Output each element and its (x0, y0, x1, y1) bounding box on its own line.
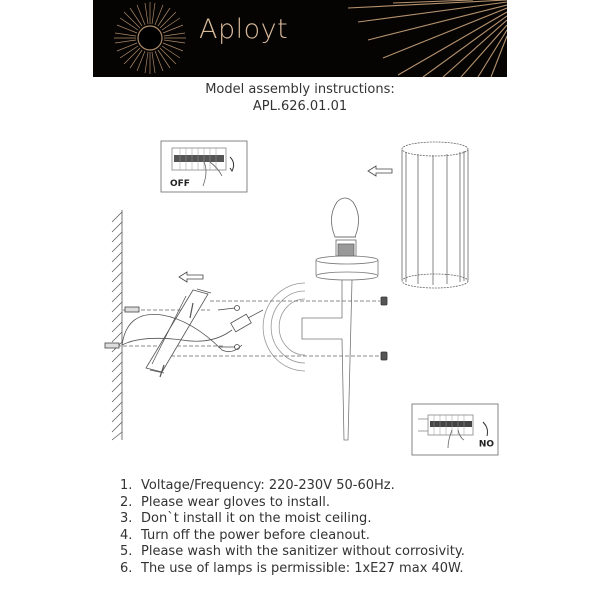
fixing-nuts (381, 297, 387, 360)
lamp-holder (316, 256, 378, 280)
shade-insert-arrow-left-icon (368, 166, 392, 176)
wall (112, 210, 122, 440)
instruction-item: 3. Don`t install it on the moist ceiling. (120, 511, 372, 526)
off-label: OFF (170, 179, 190, 189)
instructions-list (120, 478, 465, 577)
instruction-item: 2. Please wear gloves to install. (120, 494, 331, 510)
glass-shade (402, 142, 468, 288)
mounting-bracket (146, 289, 211, 377)
arm (302, 280, 352, 440)
title-line-1: Model assembly instructions: (205, 82, 395, 97)
on-label: ON (478, 437, 494, 447)
instruction-item: 1. Voltage/Frequency: 220-230V 50-60Hz. (120, 478, 395, 493)
instruction-item: 6. The use of lamps is permissible: 1xE27 max 40W. (120, 560, 464, 576)
brand-name: Aployt (199, 14, 289, 45)
model-number: APL.626.01.01 (252, 99, 348, 114)
power-on-inset (412, 404, 498, 455)
wall-plate (263, 283, 305, 371)
bulb (331, 198, 358, 256)
instruction-item: 5. Please wash with the sanitizer without corrosivity. (120, 544, 465, 559)
bracket-mount-arrow-left-icon (179, 272, 203, 282)
power-off-inset (161, 141, 247, 192)
instruction-item: 4. Turn off the power before cleanout. (120, 527, 370, 543)
